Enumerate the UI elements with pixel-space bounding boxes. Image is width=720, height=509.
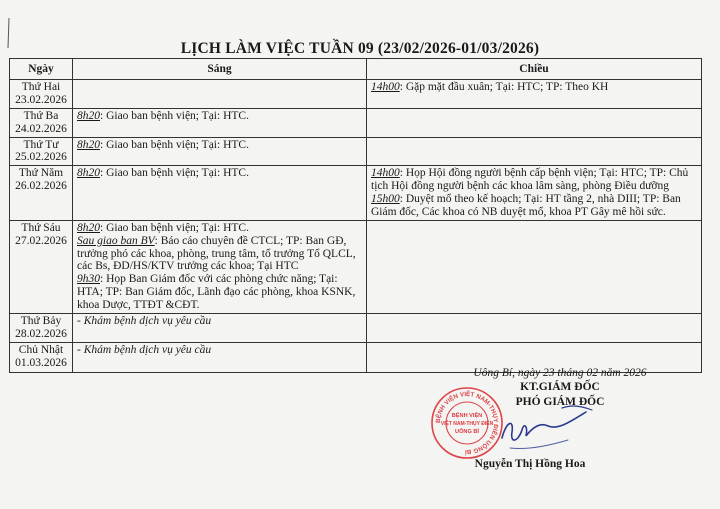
afternoon-cell xyxy=(367,166,702,221)
day-name: Thứ Năm xyxy=(18,167,64,180)
schedule-row xyxy=(10,108,702,137)
entry-text: - Khám bệnh dịch vụ yêu cầu xyxy=(77,314,212,327)
morning-cell xyxy=(73,342,367,372)
entry-text: : Giao ban bệnh viện; Tại: HTC. xyxy=(100,167,249,180)
schedule-entry xyxy=(371,193,697,219)
day-cell xyxy=(10,137,73,166)
morning-cell xyxy=(73,313,367,342)
scan-edge-mark xyxy=(6,18,12,48)
signature-place-date: Uông Bí, ngày 23 tháng 02 năm 2026 xyxy=(473,367,647,379)
entry-text: : Gặp mặt đầu xuân; Tại: HTC; TP: Theo KH xyxy=(399,81,609,93)
entry-time: 8h20 xyxy=(77,221,100,234)
entry-time: 9h30 xyxy=(77,273,100,286)
afternoon-cell xyxy=(367,220,702,313)
day-name: Thứ Hai xyxy=(21,81,61,93)
schedule-entry xyxy=(77,167,362,180)
entry-text: : Giao ban bệnh viện; Tại: HTC. xyxy=(100,138,249,151)
schedule-entry xyxy=(77,222,362,235)
signature-title-1: KT.GIÁM ĐỐC xyxy=(520,381,600,394)
day-date: 27.02.2026 xyxy=(15,234,67,247)
stamp-center-text-3: UÔNG BÍ xyxy=(455,429,479,435)
signature-name: Nguyễn Thị Hồng Hoa xyxy=(474,458,586,470)
day-name: Thứ Tư xyxy=(23,138,59,151)
day-name: Thứ Ba xyxy=(23,109,59,122)
stamp-ring-text: BỆNH VIỆN VIỆT NAM-THỤY ĐIỂN UÔNG BÍ xyxy=(434,390,500,456)
entry-time: 8h20 xyxy=(77,167,100,180)
day-date: 26.02.2026 xyxy=(15,180,67,193)
header-afternoon: Chiều xyxy=(367,59,702,80)
entry-text: : Họp Hội đồng người bệnh cấp bệnh viện; Tại: HTC; TP: Chủ tịch Hội đồng người bệnh các khoa lâm sàng, phòng Điều dưỡng xyxy=(371,167,689,193)
entry-text: - Khám bệnh dịch vụ yêu cầu xyxy=(77,343,212,356)
schedule-table xyxy=(9,58,702,373)
entry-time: 8h20 xyxy=(77,109,100,122)
morning-cell xyxy=(73,220,367,313)
schedule-row xyxy=(10,166,702,221)
schedule-row xyxy=(10,313,702,342)
signature-block xyxy=(410,366,710,409)
day-cell xyxy=(10,342,73,372)
stamp-center-text-2: VIỆT NAM-THỤY ĐIỂN xyxy=(440,421,494,427)
day-cell xyxy=(10,313,73,342)
morning-cell xyxy=(73,80,367,109)
schedule-entry xyxy=(77,139,362,152)
entry-time: 15h00 xyxy=(371,193,400,205)
schedule-entry xyxy=(371,81,697,94)
entry-time: 14h00 xyxy=(371,167,400,180)
page-title: LỊCH LÀM VIỆC TUẦN 09 (23/02/2026-01/03/2026) xyxy=(180,40,540,57)
entry-time: Sau giao ban BV xyxy=(77,234,155,247)
entry-text: : Giao ban bệnh viện; Tại: HTC. xyxy=(100,221,249,234)
schedule-entry xyxy=(77,273,362,312)
day-date: 28.02.2026 xyxy=(15,327,67,340)
stamp-center-text-1: BỆNH VIỆN xyxy=(451,413,483,419)
entry-text: : Họp Ban Giám đốc với các phòng chức năng; Tại: HTA; TP: Ban Giám đốc, Lãnh đạo các phòng, khoa KSNK, khoa Dược, TTĐT &CĐT. xyxy=(77,273,356,311)
entry-time: 14h00 xyxy=(371,81,400,93)
day-cell xyxy=(10,80,73,109)
day-date: 23.02.2026 xyxy=(15,93,67,106)
day-date: 24.02.2026 xyxy=(15,122,67,135)
afternoon-cell xyxy=(367,137,702,166)
schedule-entry xyxy=(77,344,362,357)
day-date: 01.03.2026 xyxy=(15,356,67,369)
day-name: Thứ Sáu xyxy=(21,221,61,234)
schedule-entry xyxy=(77,315,362,328)
day-cell xyxy=(10,166,73,221)
afternoon-cell xyxy=(367,80,702,109)
signature-title-2: PHÓ GIÁM ĐỐC xyxy=(515,395,605,408)
schedule-body xyxy=(10,80,702,373)
schedule-entry xyxy=(371,167,697,193)
schedule-row xyxy=(10,220,702,313)
day-cell xyxy=(10,108,73,137)
schedule-row xyxy=(10,137,702,166)
handwritten-signature xyxy=(488,404,598,454)
day-cell xyxy=(10,220,73,313)
morning-cell xyxy=(73,166,367,221)
header-morning: Sáng xyxy=(73,59,367,80)
morning-cell xyxy=(73,137,367,166)
entry-time: 8h20 xyxy=(77,138,100,151)
day-date: 25.02.2026 xyxy=(15,151,67,164)
header-day: Ngày xyxy=(10,59,73,80)
schedule-entry xyxy=(77,110,362,123)
entry-text: : Báo cáo chuyên đề CTCL; TP: Ban GĐ, trưởng phó các khoa, phòng, trung tâm, tổ trưởng Tổ QLCL, các Bs, ĐD/HS/KTV trưởng các khoa; Tại HTC xyxy=(77,234,356,273)
header-row xyxy=(10,59,702,80)
afternoon-cell xyxy=(367,108,702,137)
morning-cell xyxy=(73,108,367,137)
schedule-entry xyxy=(77,235,362,274)
entry-text: : Duyệt mổ theo kế hoạch; Tại: HT tầng 2, nhà DIII; TP: Ban Giám đốc, Các khoa có NB duyệt mổ, khoa PT Gây mê hồi sức. xyxy=(371,193,681,218)
day-name: Chủ Nhật xyxy=(18,343,64,356)
day-name: Thứ Bảy xyxy=(20,314,62,327)
afternoon-cell xyxy=(367,313,702,342)
entry-text: : Giao ban bệnh viện; Tại: HTC. xyxy=(100,109,249,122)
schedule-row xyxy=(10,80,702,109)
